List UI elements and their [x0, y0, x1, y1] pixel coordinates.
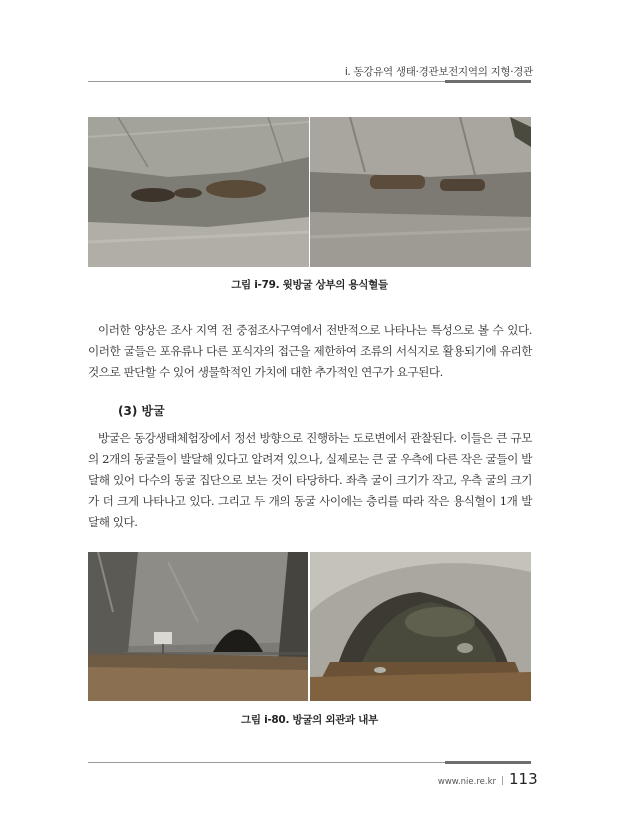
figure-caption-80: 그림 i-80. 방굴의 외관과 내부	[241, 714, 378, 726]
header-accent-bar	[445, 80, 531, 83]
cliff-photo-left	[88, 117, 309, 267]
page-number: 113	[509, 770, 538, 788]
cliff-photo-right	[310, 117, 531, 267]
cave-exterior-photo	[88, 552, 308, 701]
running-header: i. 동강유역 생태·경관보전지역의 지형·경관	[344, 66, 533, 78]
body-paragraph: 이러한 양상은 조사 지역 전 중점조사구역에서 전반적으로 나타나는 특성으로 볼 수 있다. 이러한 굴들은 포유류나 다른 포식자의 접근을 제한하여 조류의 서식지로 활용되기에 유리한 것으로 판단할 수 있어 생물학적인 가치에 대한 추가적인 연구가 요구된다.	[88, 323, 532, 379]
footer-accent-bar	[445, 761, 531, 764]
footer-separator: |	[501, 776, 505, 786]
cave-interior-photo	[310, 552, 531, 701]
section-heading: (3) 방굴	[118, 404, 165, 418]
footer-url: www.nie.re.kr	[437, 777, 496, 787]
figure-caption-79: 그림 i-79. 윗방굴 상부의 용식혈들	[231, 279, 388, 291]
section-paragraph: 방굴은 동강생태체험장에서 정선 방향으로 진행하는 도로변에서 관찰된다. 이들은 큰 규모의 2개의 동굴들이 발달해 있다고 알려져 있으나, 실제로는 큰 굴 우측에 다른 작은 굴들이 발달해 있어 다수의 동굴 집단으로 보는 것이 타당하다. 좌측 굴이 크기가 작고, 우측 굴의 크기가 더 크게 나타나고 있다. 그리고 두 개의 동굴 사이에는 층리를 따라 작은 용식혈이 1개 발달해 있다.	[88, 431, 532, 529]
